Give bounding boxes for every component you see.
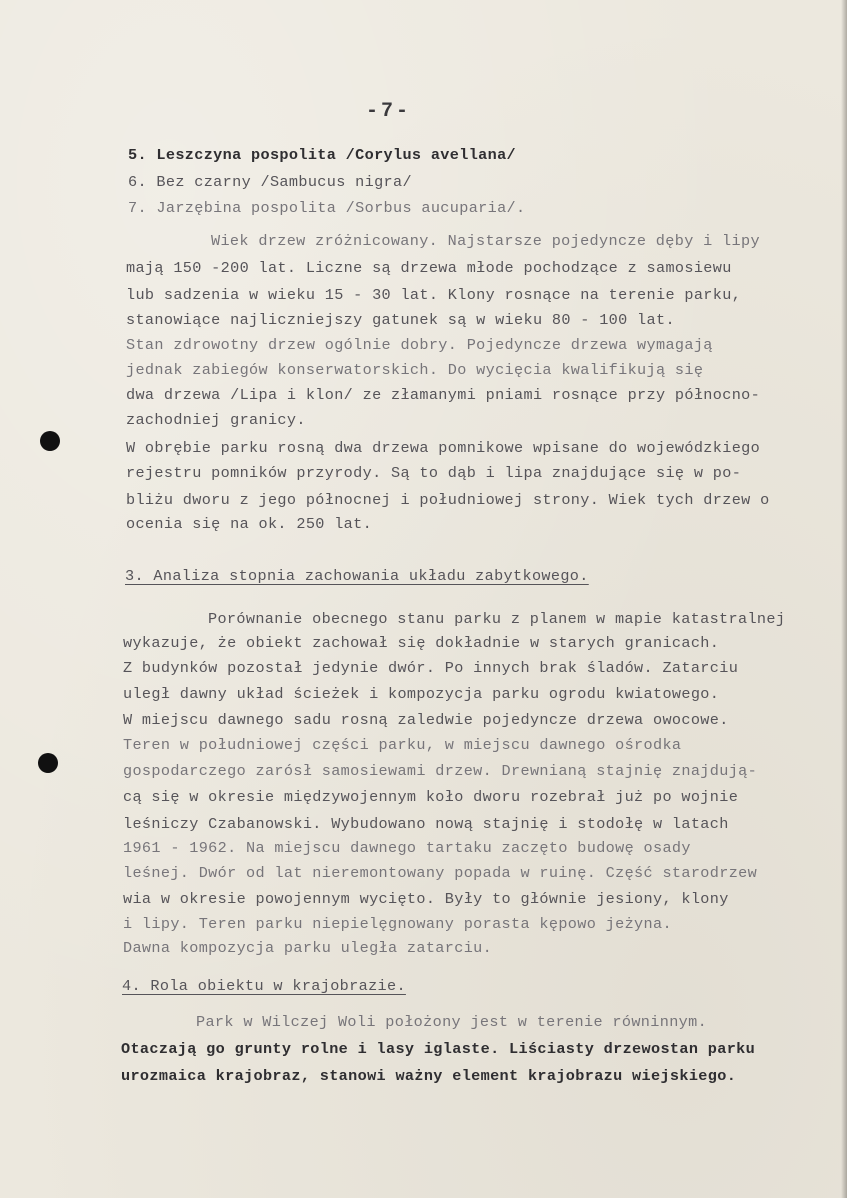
paragraph-line: bliżu dworu z jego północnej i południowej strony. Wiek tych drzew o	[126, 491, 770, 509]
paragraph-line: dwa drzewa /Lipa i klon/ ze złamanymi pniami rosnące przy północno-	[126, 386, 761, 404]
paragraph-line: urozmaica krajobraz, stanowi ważny element krajobrazu wiejskiego.	[121, 1067, 737, 1085]
paragraph-line: leśnej. Dwór od lat nieremontowany popada w ruinę. Część starodrzew	[123, 864, 758, 882]
paragraph-line: Park w Wilczej Woli położony jest w terenie równinnym.	[196, 1013, 708, 1031]
paragraph-line: jednak zabiegów konserwatorskich. Do wycięcia kwalifikują się	[126, 361, 704, 379]
punch-hole-bottom	[38, 753, 58, 773]
paragraph-line: stanowiące najliczniejszy gatunek są w wieku 80 - 100 lat.	[126, 311, 675, 329]
paragraph-line: Otaczają go grunty rolne i lasy iglaste. Liściasty drzewostan parku	[121, 1040, 756, 1058]
paragraph-line: W miejscu dawnego sadu rosną zaledwie pojedyncze drzewa owocowe.	[123, 711, 729, 729]
paragraph-line: Porównanie obecnego stanu parku z planem w mapie katastralnej	[208, 610, 786, 628]
list-item: 5. Leszczyna pospolita /Corylus avellana/	[128, 146, 517, 164]
paragraph-line: lub sadzenia w wieku 15 - 30 lat. Klony rosnące na terenie parku,	[126, 286, 742, 304]
paragraph-line: leśniczy Czabanowski. Wybudowano nową stajnię i stodołę w latach	[123, 815, 729, 833]
paragraph-line: W obrębie parku rosną dwa drzewa pomnikowe wpisane do wojewódzkiego	[126, 439, 761, 457]
paragraph-line: Stan zdrowotny drzew ogólnie dobry. Pojedyncze drzewa wymagają	[126, 336, 713, 354]
punch-hole-top	[40, 431, 60, 451]
paragraph-line: uległ dawny układ ścieżek i kompozycja parku ogrodu kwiatowego.	[123, 685, 720, 703]
paragraph-line: Wiek drzew zróżnicowany. Najstarsze pojedyncze dęby i lipy	[211, 232, 760, 250]
paragraph-line: Teren w południowej części parku, w miejscu dawnego ośrodka	[123, 736, 682, 754]
paragraph-line: Dawna kompozycja parku uległa zatarciu.	[123, 939, 493, 957]
paragraph-line: mają 150 -200 lat. Liczne są drzewa młode pochodzące z samosiewu	[126, 259, 732, 277]
paragraph-line: rejestru pomników przyrody. Są to dąb i lipa znajdujące się w po-	[126, 464, 742, 482]
paragraph-line: wykazuje, że obiekt zachował się dokładnie w starych granicach.	[123, 634, 720, 652]
paragraph-line: Z budynków pozostał jedynie dwór. Po innych brak śladów. Zatarciu	[123, 659, 739, 677]
paragraph-line: wia w okresie powojennym wycięto. Były to głównie jesiony, klony	[123, 890, 729, 908]
paragraph-line: ocenia się na ok. 250 lat.	[126, 515, 373, 533]
paragraph-line: cą się w okresie międzywojennym koło dworu rozebrał już po wojnie	[123, 788, 739, 806]
paragraph-line: gospodarczego zarósł samosiewami drzew. Drewnianą stajnię znajdują-	[123, 762, 758, 780]
list-item: 6. Bez czarny /Sambucus nigra/	[128, 173, 412, 191]
paragraph-line: 1961 - 1962. Na miejscu dawnego tartaku zaczęto budowę osady	[123, 839, 691, 857]
list-item: 7. Jarzębina pospolita /Sorbus aucuparia/.	[128, 199, 526, 217]
page-number: -7-	[366, 100, 412, 123]
paragraph-line: i lipy. Teren parku niepielęgnowany porasta kępowo jeżyna.	[123, 915, 672, 933]
paragraph-line: zachodniej granicy.	[126, 411, 306, 429]
section-heading: 4. Rola obiektu w krajobrazie.	[122, 977, 406, 995]
section-heading: 3. Analiza stopnia zachowania układu zabytkowego.	[125, 567, 589, 585]
page-edge-shadow	[841, 0, 847, 1198]
